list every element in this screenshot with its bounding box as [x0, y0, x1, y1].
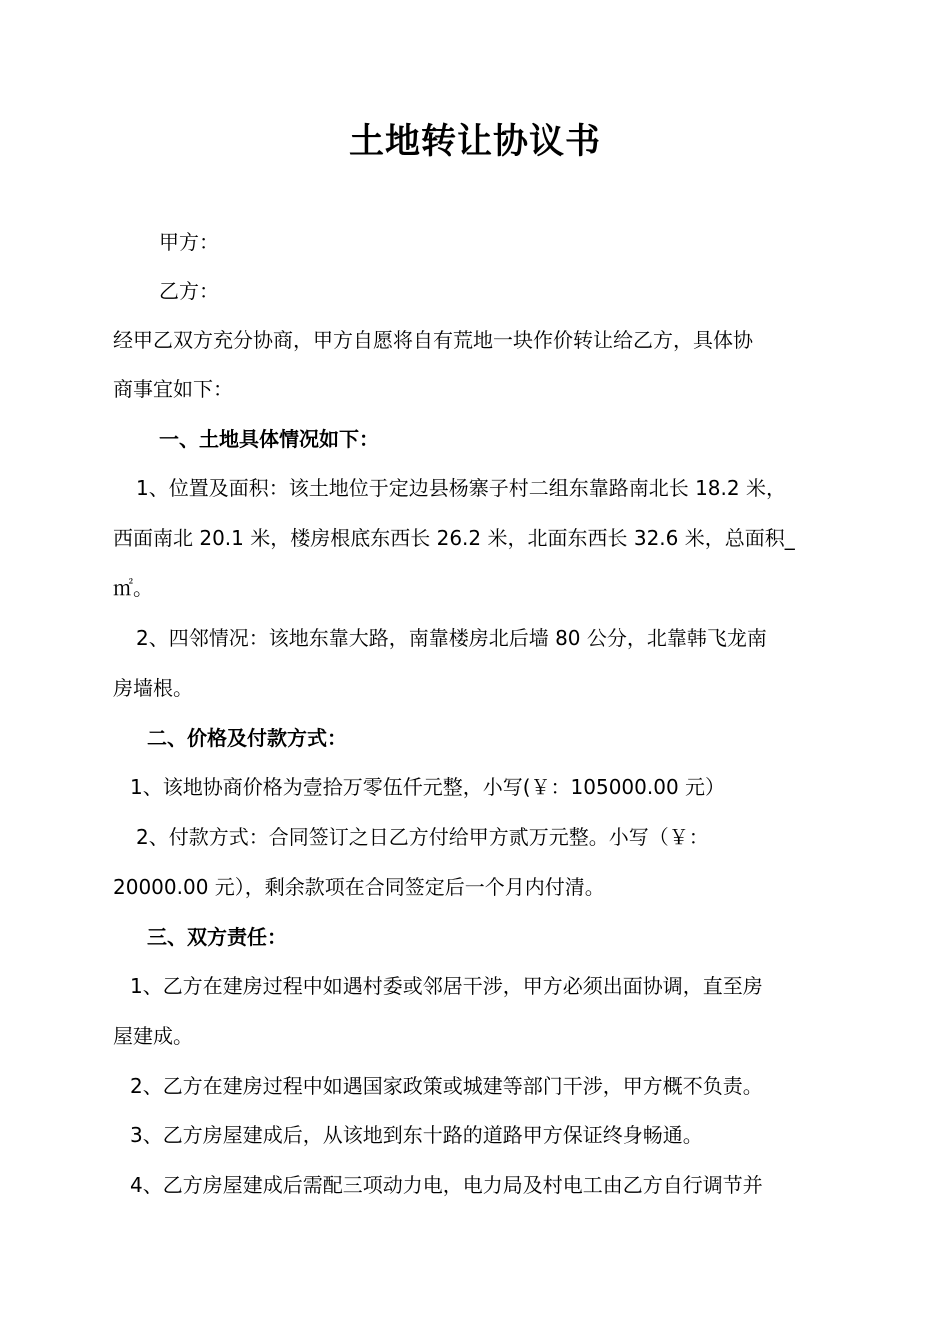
- party-b-label: 乙方：: [159, 279, 219, 303]
- section-2-heading: 二、价格及付款方式：: [147, 726, 347, 750]
- section-3-item-4: 4、乙方房屋建成后需配三项动力电，电力局及村电工由乙方自行调节并: [130, 1173, 763, 1197]
- section-3-item-1-line-2: 屋建成。: [113, 1024, 193, 1048]
- section-2-item-2-line-2: 20000.00 元），剩余款项在合同签定后一个月内付清。: [113, 875, 605, 899]
- section-3-item-2: 2、乙方在建房过程中如遇国家政策或城建等部门干涉，甲方概不负责。: [130, 1074, 763, 1098]
- section-3-heading: 三、双方责任：: [147, 925, 287, 949]
- intro-line-2: 商事宜如下：: [113, 377, 233, 401]
- section-1-item-1-line-1: 1、位置及面积：该土地位于定边县杨寨子村二组东靠路南北长 18.2 米，: [136, 476, 786, 500]
- party-a-label: 甲方：: [159, 230, 219, 254]
- section-1-item-2-line-2: 房墙根。: [113, 676, 193, 700]
- section-3-item-3: 3、乙方房屋建成后，从该地到东十路的道路甲方保证终身畅通。: [130, 1123, 703, 1147]
- document-title: 土地转让协议书: [348, 122, 601, 162]
- intro-line-1: 经甲乙双方充分协商，甲方自愿将自有荒地一块作价转让给乙方，具体协: [113, 328, 753, 352]
- section-1-item-1-line-3: ㎡。: [113, 576, 153, 600]
- section-1-heading: 一、土地具体情况如下：: [159, 427, 379, 451]
- section-2-item-1: 1、该地协商价格为壹拾万零伍仟元整，小写(￥：105000.00 元）: [130, 775, 726, 799]
- section-1-item-2-line-1: 2、四邻情况：该地东靠大路，南靠楼房北后墙 80 公分，北靠韩飞龙南: [136, 626, 767, 650]
- section-1-item-1-line-2: 西面南北 20.1 米，楼房根底东西长 26.2 米，北面东西长 32.6 米，总面积_: [113, 526, 795, 550]
- section-2-item-2-line-1: 2、付款方式：合同签订之日乙方付给甲方贰万元整。小写（￥：: [136, 825, 709, 849]
- section-3-item-1-line-1: 1、乙方在建房过程中如遇村委或邻居干涉，甲方必须出面协调，直至房: [130, 974, 763, 998]
